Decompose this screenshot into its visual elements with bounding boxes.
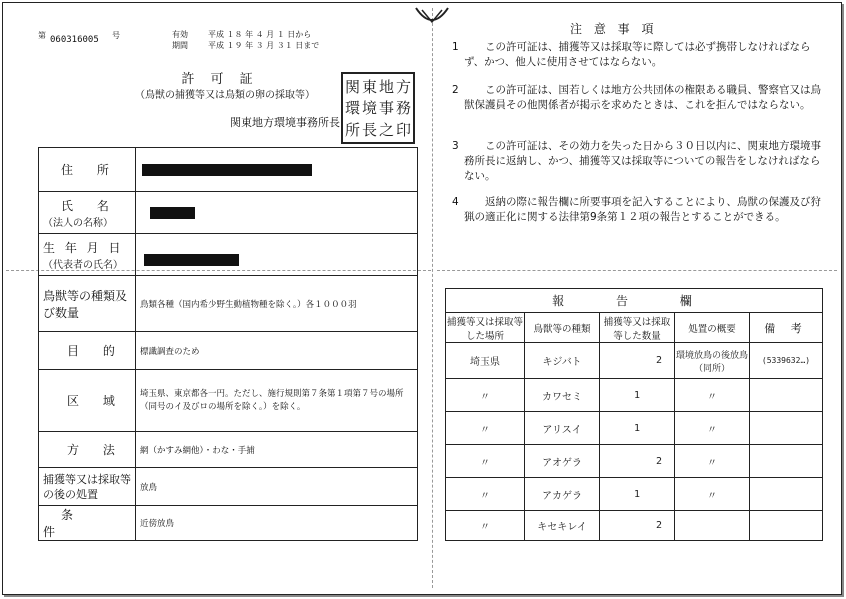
svg-text:印: 印 <box>396 121 412 139</box>
address-label: 住 所 <box>39 148 136 192</box>
report-cell-action: 環境放鳥の後放鳥（同所） <box>675 343 750 379</box>
purpose-label: 目 的 <box>39 332 136 370</box>
validity-label-1: 有効 <box>172 30 188 39</box>
notice-item-2: 2 この許可証は、国若しくは地方公共団体の権限ある職員、警察官又は鳥獣保護員その他関係者が掲示を求めたときは、これを拒んではならない。 <box>452 84 821 111</box>
svg-text:東: 東 <box>362 78 378 96</box>
permit-go-label: 号 <box>112 31 120 40</box>
report-title: 報 告 欄 <box>446 289 823 313</box>
report-cell-note: (5339632…) <box>750 343 823 379</box>
report-cell-action <box>675 511 750 541</box>
svg-text:事: 事 <box>379 99 395 117</box>
notice-item-4: 4 返納の際に報告欄に所要事項を記入することにより、鳥獣の保護及び狩猟の適正化に関する法律第9条第１２項の報告とすることができる。 <box>452 196 821 223</box>
report-cell-species: アカゲラ <box>525 478 600 511</box>
report-cell-place: 〃 <box>446 412 525 445</box>
permit-number: 060316005 <box>50 35 99 45</box>
report-header-species: 鳥獣等の種類 <box>525 313 600 343</box>
report-cell-species: アオゲラ <box>525 445 600 478</box>
report-cell-count: 1 <box>600 412 675 445</box>
name-value <box>136 192 418 234</box>
notice-item-1: 1 この許可証は、捕獲等又は採取等に際しては必ず携帯しなければならず、かつ、他人に使用させてはならない。 <box>452 41 811 68</box>
report-header-place: 捕獲等又は採取等した場所 <box>446 313 525 343</box>
method-value: 網（かすみ網他）・わな・手捕 <box>136 432 418 468</box>
report-cell-count: 1 <box>600 379 675 412</box>
svg-text:長: 長 <box>362 121 378 139</box>
disposal-value: 放鳥 <box>136 468 418 506</box>
svg-text:務: 務 <box>396 99 412 117</box>
validity-label-2: 期間 <box>172 41 188 50</box>
report-cell-note <box>750 511 823 541</box>
fold-line-vertical <box>432 8 433 588</box>
report-row <box>446 379 823 412</box>
method-label: 方 法 <box>39 432 136 468</box>
name-label: 氏 名 （法人の名称） <box>39 192 136 234</box>
report-table <box>445 288 823 541</box>
address-value <box>136 148 418 192</box>
birth-value <box>136 234 418 276</box>
permit-subtitle: （鳥獣の捕獲等又は鳥類の卵の採取等） <box>135 90 315 101</box>
report-header-count: 捕獲等又は採取等した数量 <box>600 313 675 343</box>
report-cell-count: 2 <box>600 343 675 379</box>
emblem-icon <box>414 6 450 28</box>
report-row <box>446 511 823 541</box>
report-cell-species: アリスイ <box>525 412 600 445</box>
svg-text:環: 環 <box>345 99 361 117</box>
svg-text:境: 境 <box>362 99 378 117</box>
birth-label: 生 年 月 日 （代表者の氏名） <box>39 234 136 276</box>
area-value: 埼玉県、東京都各一円。ただし、施行規則第７条第１項第７号の場所（同号のイ及びロの場所を除く。）を除く。 <box>136 370 418 432</box>
species-label: 鳥獣等の種類及び数量 <box>39 276 136 332</box>
svg-text:所: 所 <box>345 121 361 139</box>
report-cell-action: 〃 <box>675 412 750 445</box>
svg-text:方: 方 <box>396 78 412 96</box>
report-cell-species: キセキレイ <box>525 511 600 541</box>
purpose-value: 標識調査のため <box>136 332 418 370</box>
report-cell-species: カワセミ <box>525 379 600 412</box>
report-row <box>446 412 823 445</box>
species-value: 鳥類各種（国内希少野生動植物種を除く。）各１０００羽 <box>136 276 418 332</box>
report-cell-species: キジバト <box>525 343 600 379</box>
report-cell-count: 2 <box>600 445 675 478</box>
report-cell-place: 〃 <box>446 445 525 478</box>
area-label: 区 域 <box>39 370 136 432</box>
fold-line-right <box>437 270 837 271</box>
condition-value: 近傍放鳥 <box>136 506 418 541</box>
notice-title: 注 意 事 項 <box>570 22 658 36</box>
permit-dai-label: 第 <box>38 31 46 40</box>
permit-info-table <box>38 147 418 541</box>
svg-text:地: 地 <box>379 78 395 96</box>
report-cell-action: 〃 <box>675 379 750 412</box>
report-cell-note <box>750 445 823 478</box>
report-row <box>446 478 823 511</box>
official-seal <box>341 72 415 144</box>
report-cell-action: 〃 <box>675 478 750 511</box>
report-header-action: 処置の概要 <box>675 313 750 343</box>
svg-text:之: 之 <box>379 121 395 139</box>
report-cell-note <box>750 379 823 412</box>
svg-text:関: 関 <box>345 78 361 96</box>
report-cell-action: 〃 <box>675 445 750 478</box>
notice-item-3: 3 この許可証は、その効力を失った日から３０日以内に、関東地方環境事務所長に返納し、かつ、捕獲等又は採取等についての報告をしなければならない。 <box>452 140 821 182</box>
report-cell-place: 〃 <box>446 511 525 541</box>
validity-start: 平成 １８ 年 ４ 月 １ 日から <box>208 30 312 39</box>
report-cell-place: 〃 <box>446 379 525 412</box>
redaction-name <box>150 207 195 219</box>
report-header-note: 備 考 <box>750 313 823 343</box>
report-cell-note <box>750 478 823 511</box>
report-cell-place: 埼玉県 <box>446 343 525 379</box>
condition-label: 条 件 <box>39 506 136 541</box>
permit-title: 許 可 証 <box>181 72 259 87</box>
issuer-name: 関東地方環境事務所長 <box>230 116 340 129</box>
disposal-label: 捕獲等又は採取等の後の処置 <box>39 468 136 506</box>
report-cell-note <box>750 412 823 445</box>
report-cell-place: 〃 <box>446 478 525 511</box>
report-row <box>446 445 823 478</box>
redaction-birth <box>144 254 239 266</box>
redaction-address <box>142 164 312 176</box>
report-cell-count: 2 <box>600 511 675 541</box>
report-cell-count: 1 <box>600 478 675 511</box>
validity-end: 平成 １９ 年 ３ 月 ３１ 日まで <box>208 41 320 50</box>
report-row <box>446 343 823 379</box>
